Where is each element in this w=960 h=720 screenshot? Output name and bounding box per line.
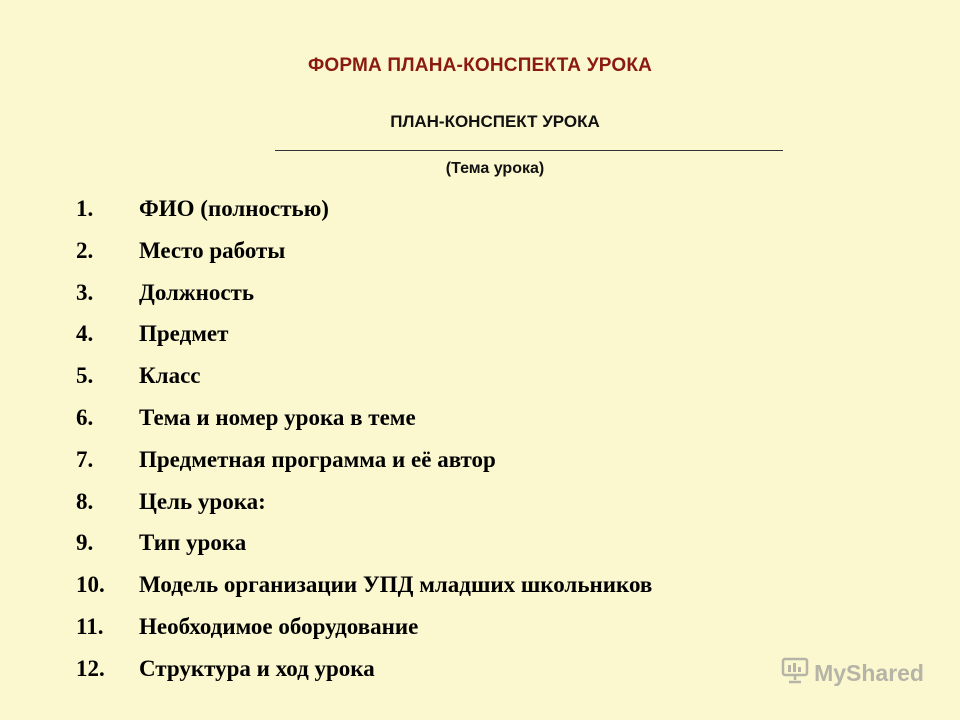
item-number: 11. [76, 613, 104, 639]
item-label: Должность [139, 279, 255, 305]
item-label: Необходимое оборудование [139, 613, 419, 639]
list-item [0, 606, 960, 648]
item-number: 2. [76, 237, 94, 263]
item-label: Предметная программа и её автор [139, 446, 496, 472]
list-item [0, 188, 960, 230]
item-number: 4. [76, 321, 94, 347]
watermark [780, 656, 924, 690]
item-label: Класс [139, 363, 201, 389]
item-label: ФИО (полностью) [139, 196, 329, 221]
item-label: Тема и номер урока в теме [139, 404, 416, 430]
item-number: 10. [76, 572, 105, 598]
item-number: 9. [76, 530, 94, 556]
list-item [0, 313, 960, 355]
item-label: Цель урока: [139, 488, 266, 514]
item-number: 8. [76, 488, 94, 514]
list-item [0, 230, 960, 272]
list-item [0, 355, 960, 397]
item-label: Предмет [139, 321, 229, 347]
list-item [0, 564, 960, 606]
item-number: 6. [76, 404, 94, 430]
item-label: Тип урока [139, 530, 247, 556]
item-label: Структура и ход урока [139, 655, 375, 681]
item-number: 12. [76, 655, 105, 681]
topic-blank-line [275, 150, 783, 151]
watermark-text: MyShared [814, 659, 924, 686]
slide-title: ФОРМА ПЛАНА-КОНСПЕКТА УРОКА [307, 55, 653, 76]
slide-subtitle: ПЛАН-КОНСПЕКТ УРОКА [390, 112, 600, 131]
topic-caption: (Тема урока) [445, 160, 545, 177]
presentation-icon [780, 656, 810, 690]
item-label: Модель организации УПД младших школьников [139, 572, 653, 598]
list-item [0, 522, 960, 564]
item-number: 3. [76, 279, 94, 305]
plan-items-list [0, 188, 960, 690]
item-number: 7. [76, 446, 94, 472]
item-number: 1. [76, 196, 94, 221]
list-item [0, 272, 960, 314]
list-item [0, 439, 960, 481]
list-item [0, 397, 960, 439]
item-label: Место работы [139, 237, 286, 263]
list-item [0, 481, 960, 523]
item-number: 5. [76, 363, 94, 389]
